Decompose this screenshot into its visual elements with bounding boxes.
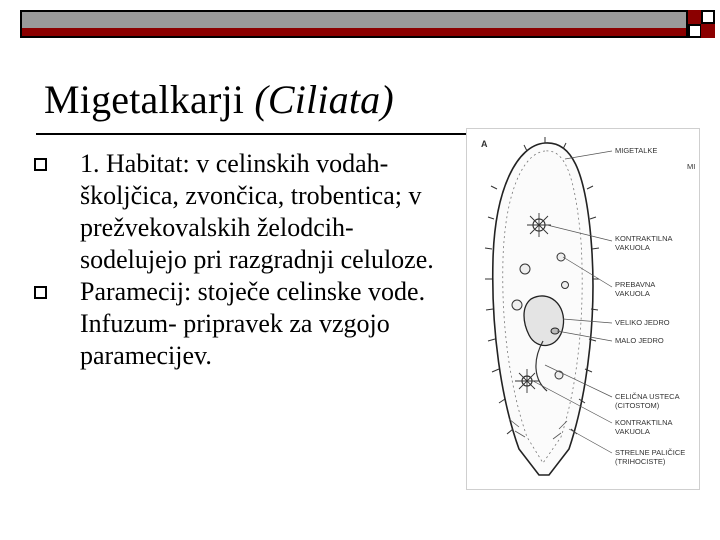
figure-edge-label: MI bbox=[687, 162, 696, 171]
title-decoration-stripe bbox=[22, 28, 686, 36]
label-veliko-jedro: VELIKO JEDRO bbox=[615, 318, 670, 327]
square-bullet-icon bbox=[34, 158, 47, 171]
label-kontraktilna-2a: KONTRAKTILNA bbox=[615, 418, 673, 427]
corner-square-filled bbox=[701, 24, 715, 38]
label-kontraktilna-1b: VAKUOLA bbox=[615, 243, 650, 252]
corner-square-empty bbox=[701, 10, 715, 24]
slide-title-latin: (Ciliata) bbox=[254, 77, 394, 122]
paramecium-figure bbox=[466, 128, 700, 490]
paramecium-body-drawing bbox=[485, 137, 599, 475]
title-underline bbox=[36, 133, 468, 135]
label-kontraktilna-1a: KONTRAKTILNA bbox=[615, 234, 673, 243]
label-prebavna-a: PREBAVNA bbox=[615, 280, 656, 289]
slide-title bbox=[44, 76, 394, 123]
slide-title-main: Migetalkarji bbox=[44, 77, 245, 122]
label-usta-b: (CITOSTOM) bbox=[615, 401, 660, 410]
bullet-list bbox=[28, 148, 458, 372]
label-trihociste-b: (TRIHOCISTE) bbox=[615, 457, 666, 466]
bullet-item bbox=[28, 148, 458, 276]
label-migetalke: MIGETALKE bbox=[615, 146, 658, 155]
bullet-item bbox=[28, 276, 458, 372]
label-kontraktilna-2b: VAKUOLA bbox=[615, 427, 650, 436]
label-trihociste-a: STRELNE PALIČICE bbox=[615, 448, 686, 457]
bullet-text: 1. Habitat: v celinskih vodah-školjčica, zvončica, trobentica; v prežvekovalskih želodcih-sodelujejo pri razgradnji celuloze. bbox=[80, 149, 434, 274]
corner-square-empty bbox=[688, 24, 702, 38]
corner-square-filled bbox=[688, 10, 702, 24]
paramecium-diagram bbox=[467, 129, 699, 489]
label-prebavna-b: VAKUOLA bbox=[615, 289, 650, 298]
title-decoration-bar bbox=[20, 10, 688, 38]
label-malo-jedro: MALO JEDRO bbox=[615, 336, 664, 345]
square-bullet-icon bbox=[34, 286, 47, 299]
figure-letter: A bbox=[481, 139, 488, 149]
bullet-text: Paramecij: stoječe celinske vode. Infuzum- pripravek za vzgojo paramecijev. bbox=[80, 277, 426, 370]
label-usta-a: CELIČNA USTECA bbox=[615, 392, 680, 401]
